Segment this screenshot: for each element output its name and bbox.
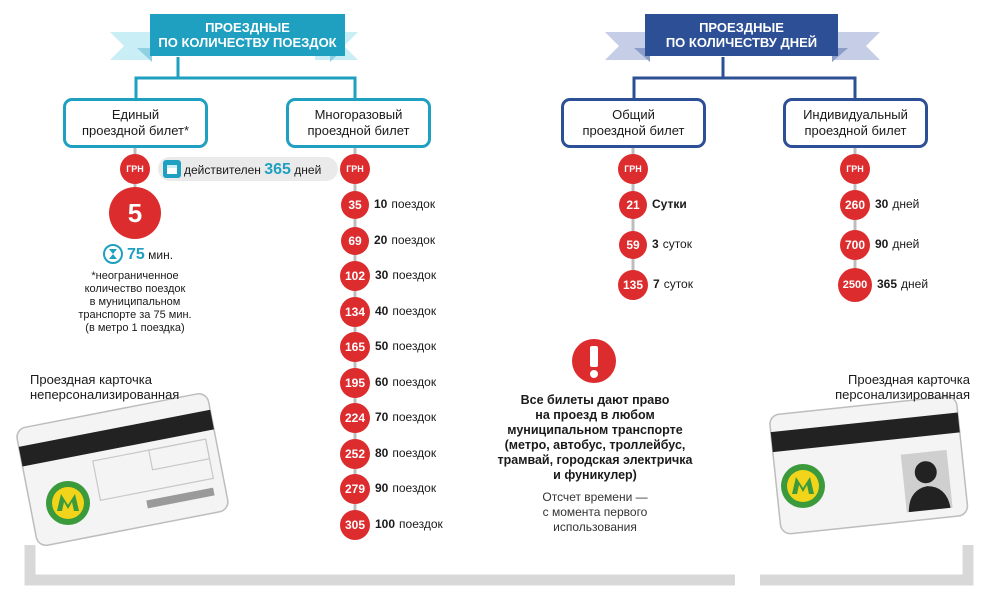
card-left-title bbox=[30, 372, 179, 402]
multi-label-unit: поездок bbox=[392, 303, 437, 318]
multi-label-value: 10 bbox=[374, 197, 388, 211]
left-card-metro-logo bbox=[46, 481, 90, 525]
calendar-icon bbox=[163, 160, 181, 178]
multi-label bbox=[374, 233, 435, 247]
box-common-line1: Общий bbox=[612, 107, 655, 122]
common-label-value: 7 bbox=[653, 277, 660, 291]
notice-note-line2: с момента первого bbox=[542, 505, 648, 519]
individual-label-unit: дней bbox=[892, 197, 920, 211]
individual-label-unit: дней bbox=[892, 237, 920, 251]
single-note-line2: количество поездок bbox=[84, 283, 186, 295]
individual-label-value: 365 bbox=[877, 277, 898, 291]
multi-label-value: 90 bbox=[375, 481, 389, 495]
multi-label-unit: поездок bbox=[399, 516, 443, 531]
single-price-circle: 5 bbox=[109, 187, 161, 239]
box-multi-ticket bbox=[286, 98, 431, 148]
notice-line5: трамвай, городская электричка bbox=[497, 453, 693, 467]
multi-label-value: 80 bbox=[375, 445, 389, 460]
notice-note-line3: использования bbox=[553, 520, 637, 534]
multi-label bbox=[375, 375, 436, 389]
box-common-ticket bbox=[561, 98, 706, 148]
common-label bbox=[652, 197, 691, 211]
banner-by-trips-line1: ПРОЕЗДНЫЕ bbox=[205, 20, 290, 35]
notice-bold-text bbox=[480, 393, 710, 483]
notice-line4: (метро, автобус, троллейбус, bbox=[504, 438, 686, 452]
individual-price-circle: 260 bbox=[840, 190, 870, 220]
banner-by-trips bbox=[150, 14, 345, 56]
multi-label-unit: поездок bbox=[391, 232, 436, 247]
box-individual-line2: проездной билет bbox=[804, 123, 907, 138]
multi-label-unit: поездок bbox=[392, 374, 437, 389]
left-transport-card bbox=[15, 392, 229, 547]
multi-price-circle: 35 bbox=[341, 191, 369, 219]
currency-header-single: ГРН bbox=[120, 154, 150, 184]
single-note bbox=[70, 270, 200, 335]
validity-unit: дней bbox=[294, 163, 322, 177]
exclamation-icon bbox=[572, 339, 616, 383]
currency-header-multi: ГРН bbox=[340, 154, 370, 184]
multi-label bbox=[375, 268, 436, 282]
multi-price-circle: 224 bbox=[340, 403, 370, 433]
single-time bbox=[127, 246, 173, 264]
single-note-line5: (в метро 1 поездка) bbox=[85, 322, 185, 334]
multi-label-unit: поездок bbox=[392, 445, 437, 460]
common-price-circle: 21 bbox=[619, 191, 647, 219]
right-card-metro-logo bbox=[781, 464, 825, 508]
notice-note-line1: Отсчет времени — bbox=[542, 490, 648, 504]
banner-by-days-line2: ПО КОЛИЧЕСТВУ ДНЕЙ bbox=[665, 35, 818, 50]
common-price-circle: 135 bbox=[618, 270, 648, 300]
multi-label bbox=[375, 517, 443, 531]
multi-label-value: 40 bbox=[375, 303, 389, 318]
individual-label bbox=[875, 197, 919, 211]
common-label-unit: суток bbox=[662, 237, 692, 251]
multi-label-value: 20 bbox=[374, 232, 388, 247]
individual-label-unit: дней bbox=[901, 277, 929, 291]
right-connector-lines bbox=[634, 57, 855, 98]
multi-price-circle: 305 bbox=[340, 510, 370, 540]
multi-label-value: 100 bbox=[375, 516, 396, 531]
multi-label-unit: поездок bbox=[391, 197, 436, 211]
common-label-unit: суток bbox=[663, 277, 693, 291]
multi-label bbox=[375, 304, 436, 318]
common-price-circle: 59 bbox=[619, 231, 647, 259]
multi-label bbox=[375, 339, 436, 353]
box-multi-line1: Многоразовый bbox=[314, 107, 403, 122]
notice-line1: Все билеты дают право bbox=[520, 393, 670, 407]
card-right-title bbox=[830, 372, 970, 402]
hourglass-icon bbox=[104, 245, 122, 263]
currency-header-common: ГРН bbox=[618, 154, 648, 184]
banner-by-days bbox=[645, 14, 838, 56]
multi-price-circle: 195 bbox=[340, 368, 370, 398]
multi-label bbox=[375, 481, 436, 495]
multi-label bbox=[375, 410, 436, 424]
multi-label-value: 30 bbox=[375, 268, 389, 282]
box-common-line2: проездной билет bbox=[582, 123, 685, 138]
notice-note bbox=[520, 490, 670, 535]
individual-label-value: 30 bbox=[875, 197, 889, 211]
box-single-line1: Единый bbox=[111, 107, 160, 122]
notice-line3: муниципальном транспорте bbox=[507, 423, 683, 437]
multi-price-circle: 69 bbox=[341, 227, 369, 255]
individual-label bbox=[875, 237, 919, 251]
validity-prefix: действителен bbox=[184, 163, 261, 177]
individual-label bbox=[877, 277, 928, 291]
individual-price-circle: 700 bbox=[840, 230, 870, 260]
banner-by-days-line1: ПРОЕЗДНЫЕ bbox=[699, 20, 784, 35]
multi-label-value: 50 bbox=[375, 339, 389, 353]
box-single-line2: проездной билет* bbox=[81, 123, 190, 138]
bottom-frame-right bbox=[760, 545, 968, 580]
notice-line2: на проезд в любом bbox=[535, 408, 655, 422]
multi-label-value: 60 bbox=[375, 374, 389, 389]
card-left-title-line2: неперсонализированная bbox=[30, 387, 180, 402]
validity-value: 365 bbox=[264, 161, 291, 178]
single-note-line1: *неограниченное bbox=[91, 270, 179, 282]
box-individual-ticket bbox=[783, 98, 928, 148]
single-note-line4: транспорте за 75 мин. bbox=[78, 309, 192, 321]
common-label bbox=[653, 277, 693, 291]
validity-text bbox=[184, 161, 321, 179]
multi-label-unit: поездок bbox=[392, 410, 437, 424]
banner-by-trips-line2: ПО КОЛИЧЕСТВУ ПОЕЗДОК bbox=[158, 35, 337, 50]
multi-price-circle: 165 bbox=[340, 332, 370, 362]
multi-price-circle: 279 bbox=[340, 474, 370, 504]
multi-price-circle: 252 bbox=[340, 439, 370, 469]
common-label bbox=[652, 237, 692, 251]
single-time-unit: мин. bbox=[148, 248, 174, 262]
bottom-frame-left bbox=[30, 545, 735, 580]
notice-line6: и фуникулер) bbox=[553, 468, 637, 482]
left-connector-lines bbox=[136, 57, 355, 98]
multi-label bbox=[374, 197, 435, 211]
common-label-value: 3 bbox=[652, 237, 659, 251]
multi-label-value: 70 bbox=[375, 410, 389, 424]
single-time-value: 75 bbox=[127, 246, 145, 263]
box-individual-line1: Индивидуальный bbox=[803, 107, 908, 122]
box-multi-line2: проездной билет bbox=[307, 123, 410, 138]
card-right-title-line2: персонализированная bbox=[835, 387, 970, 402]
individual-price-circle: 2500 bbox=[838, 268, 872, 302]
multi-price-circle: 102 bbox=[340, 261, 370, 291]
individual-label-value: 90 bbox=[875, 237, 889, 251]
multi-label bbox=[375, 446, 436, 460]
common-label-value: Сутки bbox=[652, 197, 687, 211]
box-single-ticket bbox=[63, 98, 208, 148]
multi-label-unit: поездок bbox=[392, 481, 437, 495]
single-note-line3: в муниципальном bbox=[89, 296, 181, 308]
card-left-title-line1: Проездная карточка bbox=[30, 372, 152, 387]
multi-price-circle: 134 bbox=[340, 297, 370, 327]
multi-label-unit: поездок bbox=[392, 268, 437, 282]
multi-label-unit: поездок bbox=[392, 339, 437, 353]
currency-header-individual: ГРН bbox=[840, 154, 870, 184]
card-right-title-line1: Проездная карточка bbox=[848, 372, 970, 387]
